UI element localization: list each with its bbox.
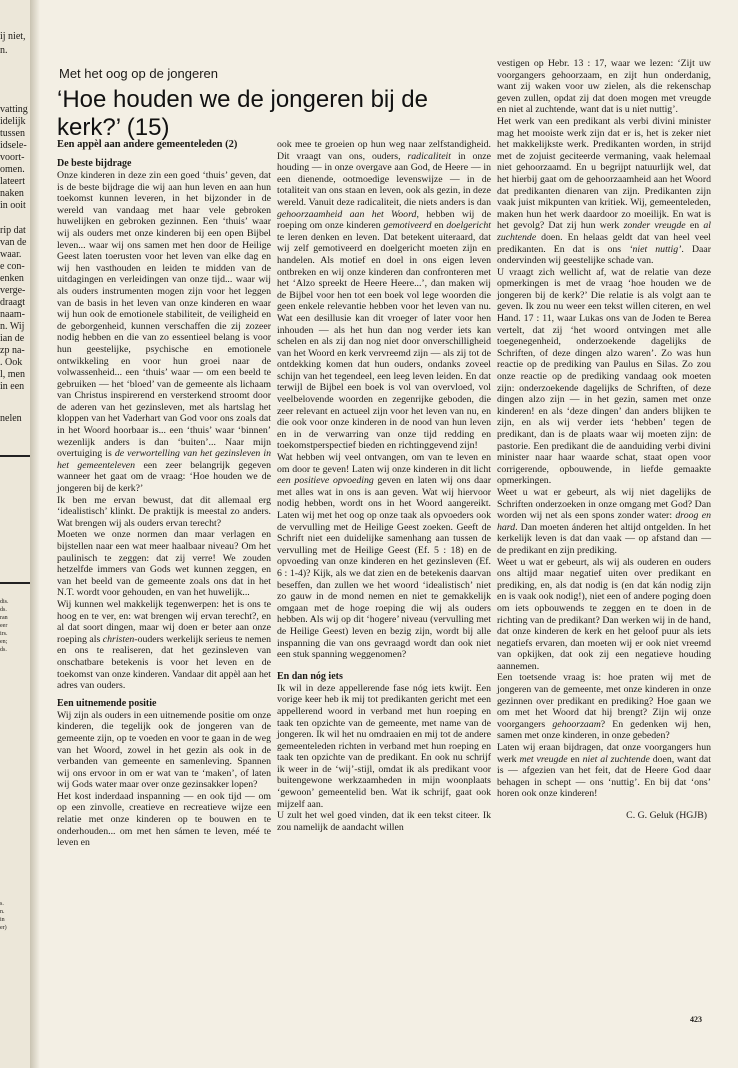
- previous-column-fragment: vatting: [0, 104, 28, 115]
- paragraph: ook mee te groeien op hun weg naar zelfstandigheid. Dit vraagt van ons, ouders, radicaliteit in onze houding — in onze overgave aan God, de Heere — in een dienende, ootmoedige levenswijze — in de totaliteit van ons staan en leven, ook als gezin, in deze wereld. Vanuit deze radicaliteit, die niets anders is dan gehoorzaamheid aan het Woord, hebben wij de roeping om onze kinderen gemotiveerd en doelgericht te leren denken en leven. Dat betekent uiteraard, dat wij zelf gemotiveerd en doelgericht moeten zijn en handelen. Als motief en doel in ons eigen leven ontbreken en wij onze kinderen dan confronteren met het ‘Alzo spreekt de Heere Heere...’, dan maken wij de Bijbel voor hen tot een boek vol lege woorden die geen enkele relevantie hebben voor het leven van nu. Wat een desillusie kan dit vroeger of later voor hen inhouden — als het hun dan nog verder iets kan schelen en als zij dan nog niet door onverschilligheid van het Woord en kerk vervreemd zijn — als zij tot de ontdekking komen dat hun ouders, ondanks zoveel schijn van het tegendeel, een leeg leven leiden. En dat terwijl de Bijbel een boek is vol van overvloed, vol veelbelovende woorden en zegenrijke geboden, die zeer relevant en actueel zijn voor het leven van nu, en die ook voor onze kinderen in de nood van hun leven en in de verwarring van onze tijd redding en toekomstperspectief bieden en richtinggevend zijn!: [277, 139, 492, 452]
- previous-column-fragment: zp na-: [0, 345, 25, 356]
- previous-column-fragment: ds.: [0, 647, 7, 653]
- paragraph: Wij kunnen wel makkelijk tegenwerpen: het is ons te hoog en te ver, en: wat brengen wij ervan terecht?, en al dat soort dingen, maar wij doen er beter aan onze roeping als christen-ouders werkelijk serieus te nemen en ons te realiseren, dat het gezinsleven van onschatbare betekenis is voor het leven en de toekomst van onze kinderen. Vandaar dit appèl aan het adres van ouders.: [57, 598, 271, 692]
- previous-column-fragment: rip dat: [0, 225, 26, 236]
- paragraph: Wat hebben wij veel ontvangen, om van te leven en om door te geven! Laten wij onze kinderen in dit licht een positieve opvoeding geven en laten wij ons daar met alles wat in ons is aan geven. Wat wij hiervoor nodig hebben, wordt ons in het Woord aangereikt. Laten wij met het oog op onze taak als opvoeders ook de vervulling met de Heilige Geest zoeken. Geeft de Schrift niet een duidelijke samenhang aan tussen de vervulling met de Heilige Geest (Ef. 5 : 18) en de opvoeding van onze kinderen en het gezinsleven (Ef. 6 : 1-4)? Kijk, als we dat zien en de betekenis daarvan beseffen, dan zullen we het woord ‘idealistisch’ niet zo gauw in de mond nemen en niet te gemakkelijk omgaan met de hoge roeping die wij als ouders hebben. Als wij op dit ‘hogere’ niveau (vervulling met de Heilige Geest) leven en bezig zijn, wordt bij alle inspanning die van ons gevraagd wordt dan ook niet een stuk spanning weggenomen?: [277, 452, 492, 661]
- previous-column-fragment: s.: [0, 901, 4, 907]
- previous-column-fragment: naam-: [0, 309, 25, 320]
- text-column-2: [277, 139, 491, 833]
- previous-column-fragment: voort-: [0, 152, 25, 163]
- paragraph: Wij zijn als ouders in een uitnemende positie om onze kinderen, die tegelijk ook de jongeren van de gemeente zijn, op te voeden en voor te gaan in de weg van het Woord, zowel in het gezin als ook in de verbanden van gemeente en samenleving. Spannen wij ons ervoor in om er wat van te ‘maken’, of laten wij Gods water maar over onze gezinsakker lopen?: [57, 709, 271, 791]
- previous-column-fragment: nelen: [0, 413, 22, 424]
- previous-column-fragment: n. Wij: [0, 321, 25, 332]
- paragraph: Moeten we onze normen dan maar verlagen en bijstellen naar een wat meer haalbaar niveau? Om het paulinisch te zeggen: dat zij verre! We zouden hetzelfde immers van Gods wet kunnen zeggen, en van het beeld van de gemeente zoals ons dat in het N.T. wordt voor gehouden, en van het huwelijk...: [57, 529, 271, 599]
- previous-column-fragment: en;: [0, 639, 8, 645]
- previous-column-fragment: er): [0, 925, 7, 931]
- page-fold-shadow: [30, 0, 40, 1068]
- previous-column-fragment: waar.: [0, 249, 22, 260]
- author-signature: C. G. Geluk (HGJB): [626, 810, 707, 821]
- section-heading: En dan nóg iets: [277, 670, 343, 682]
- article-title: ‘Hoe houden we de jongeren bij de kerk?’ (15): [57, 86, 428, 141]
- paragraph: Laten wij eraan bijdragen, dat onze voorgangers hun werk met vreugde en niet al zuchtende doen, want dat is — afgezien van het feit, dat de Heere God daar behagen in schept — ons ‘nuttig’. En bij dat ‘ons’ horen ook onze kinderen!: [497, 742, 711, 800]
- previous-column-fragment: lateert: [0, 176, 25, 187]
- paragraph: vestigen op Hebr. 13 : 17, waar we lezen: ‘Zijt uw voorgangers gehoorzaam, en zijt hun onderdanig, want zij waken voor uw zielen, als die rekenschap geven zullen, opdat zij dat doen mogen met vreugde en niet al zuchtende, want dat is u niet nuttig’.: [497, 58, 711, 116]
- previous-column-fragment: tussen: [0, 128, 25, 139]
- previous-column-fragment: n.: [0, 45, 8, 56]
- previous-column-fragment: idelijk: [0, 116, 26, 127]
- previous-column-fragment: dis.: [0, 599, 9, 605]
- previous-column-fragment: van de: [0, 237, 27, 248]
- paragraph: Ik wil in deze appellerende fase nóg iets kwijt. Een vorige keer heb ik mij tot predikanten gericht met een appellerend woord in verband met hun roeping en taak ten opzichte van de gemeente, met name van de jongeren. Ik wil het nu omdraaien en mij tot de andere gemeenteleden richten in verband met hun roeping en taak ten opzichte van de predikant. En ook nu schrijf ik weer in de ‘wij’-stijl, omdat ik als predikant voor buitengewone werkzaamheden in mijn woonplaats ‘gewoon’ gemeentelid ben. Wat ik schrijf, gaat ook mijzelf aan.: [277, 682, 491, 810]
- previous-column-fragment: in een: [0, 381, 25, 392]
- paragraph: Ik ben me ervan bewust, dat dit allemaal erg ‘idealistisch’ klinkt. De praktijk is meestal zo anders. Wat brengen wij als ouders ervan terecht?: [57, 494, 271, 529]
- previous-column-fragment: l, men: [0, 369, 25, 380]
- previous-column-fragment: eer: [0, 623, 8, 629]
- previous-column-fragment: idsele-: [0, 140, 27, 151]
- previous-column-fragment: . Ook: [0, 357, 23, 368]
- previous-column-fragment: ian de: [0, 333, 25, 344]
- article-subtitle: Een appèl aan andere gemeenteleden (2): [57, 139, 238, 150]
- paragraph: Het kost inderdaad inspanning — en ook tijd — om op een zinvolle, creatieve en recreatieve wijze een relatie met onze kinderen op te bouwen en te onderhouden... om met hen sámen te leven, méé te leven en: [57, 790, 271, 849]
- section-heading: Een uitnemende positie: [57, 697, 157, 709]
- paragraph: Weet u wat er gebeurt, als wij niet dagelijks de Schriften onderzoeken in onze omgang met God? Dan worden wij net als een spons zonder water: droog en hard. Dan moeten ánderen het altijd ontgelden. In het kerkelijk leven is dat dan vaak — op afstand dan — de predikant en zijn prediking.: [497, 486, 711, 556]
- page-number: 423: [690, 1015, 702, 1024]
- paragraph: U vraagt zich wellicht af, wat de relatie van deze opmerkingen is met de vraag ‘hoe houden we de jongeren bij de kerk?’ Die relatie is als volgt aan te geven. Ik zou nu weer een tekst willen citeren, en wel Hand. 17 : 11, waar Lukas ons van de Joden te Berea vertelt, dat zij ‘het woord ontvingen met alle toegenegenheid, onderzoekende dagelijks de Schriften, of deze dingen alzo waren’. Zo was hun reactie op de prediking van Paulus en Silas. Zo zou onze reactie op de prediking vandaag ook moeten zijn: onderzoekende dagelijks de Schriften, of deze dingen alzo zijn — in het gezin, samen met onze kinderen! en als ‘deze dingen’ dan anders blijken te zijn, en als wij verder iets ‘hebben’ tegen de predikant, dan is de plaats waar wij moeten zijn: de pastorie. Een predikant die de aanduiding verbi divini minister naar haar waarde schat, staat open voor corrigerende, opbouwende, in liefde gemaakte opmerkingen.: [497, 266, 711, 487]
- previous-column-fragment: irs.: [0, 631, 8, 637]
- previous-column-fragment: e con-: [0, 261, 25, 272]
- previous-page-column: [0, 0, 31, 1068]
- previous-column-fragment: draagt: [0, 297, 25, 308]
- previous-column-fragment: ran: [0, 615, 8, 621]
- previous-column-fragment: in: [0, 917, 5, 923]
- previous-column-fragment: in ooit: [0, 200, 26, 211]
- paragraph: Onze kinderen in deze zin een goed ‘thuis’ geven, dat is de beste bijdrage die wij aan hun leven en aan hun toekomst kunnen leveren, in het bijzonder in de wereld van vandaag met haar vele gebroken huwelijken en gebroken gezinnen. Een ‘thuis’ waar wij als ouders met onze kinderen bij een open Bijbel leven... waar wij ons samen met hen door de Heilige Geest laten toerusten voor het leven van elke dag en wij hen vasthouden en leiden te midden van de uitdagingen en verleidingen van onze tijd... waar wij als ouders instrumenten mogen zijn voor het leggen van de basis in het leven van onze kinderen en waar wij hun ook de emotionele stabiliteit, de veiligheid en de geborgenheid, kunnen verschaffen die zij zozeer nodig hebben en die van zo essentieel belang is voor hun geestelijke, psychische en emotionele ontwikkeling en voor hun groei naar de volwassenheid... een ‘thuis’ waar — om een beeld te gebruiken — het ‘bloed’ van de gemeente als lichaam van Christus inspirerend en versterkend stroomt door de aderen van het gezinsleven, met als hartslag het kloppen van het Vaderhart van God voor ons zoals dat in het Woord hoorbaar is... een ‘thuis’ waar ‘binnen’ wezenlijk anders is dan ‘buiten’... Naar mijn overtuiging is de verwortelling van het gezinsleven in het gemeenteleven een zeer belangrijk gegeven wanneer het gaat om de vraag: ‘Hoe houden we de jongeren bij de kerk?’: [57, 170, 272, 495]
- previous-column-fragment: naken: [0, 188, 24, 199]
- paragraph: Het werk van een predikant als verbi divini minister mag het mooiste werk zijn dat er is, het is zeker niet het makkelijkste werk. Predikanten worden, in strijd met de zojuist geciteerde vermaning, vaak helemaal niet gehoorzaamd. En u begrijpt natuurlijk wel, dat het hierbij gaat om de gehoorzaamheid aan het Woord dat predikanten dienaren van zijn. Predikanten zijn vaak juist mikpunten van kritiek. Wij, gemeenteleden, maken hun het werk daardoor zo moeilijk. En wat is het gevolg? Dat zij hun werk zonder vreugde en al zuchtende doen. En helaas geldt dat van heel veel predikanten. En dat is ons ‘niet nuttig’. Daar ondervinden wij geestelijke schade van.: [497, 115, 711, 267]
- paragraph: U zult het wel goed vinden, dat ik een tekst citeer. Ik zou namelijk de aandacht willen: [277, 810, 491, 833]
- text-column-3: [497, 58, 711, 822]
- section-heading: De beste bijdrage: [57, 158, 132, 169]
- column-rule: [0, 455, 30, 457]
- previous-column-fragment: ds.: [0, 607, 7, 613]
- paragraph: Een toetsende vraag is: hoe praten wij met de jongeren van de gemeente, met onze kinderen in onze gezinnen over predikant en prediking? Hoe gaan we om met het Woord dat hij brengt? Zijn wij onze voorgangers gehoorzaam? En gedenken wij hen, samen met onze kinderen, in onze gebeden?: [497, 672, 711, 742]
- text-column-1: [57, 158, 271, 849]
- series-kicker: Met het oog op de jongeren: [59, 66, 219, 81]
- previous-column-fragment: n.: [0, 909, 5, 915]
- previous-column-fragment: ij niet,: [0, 31, 26, 42]
- column-rule: [0, 582, 30, 584]
- paragraph: Weet u wat er gebeurt, als wij als ouderen en ouders ons altijd maar negatief uiten over predikant en prediking, en, als dat nodig is (en dat kán nodig zijn en is vaak ook nodig!), niet een of andere poging doen om iets opbouwends te zeggen en te doen in de richting van de predikant? Dan werken wij in de hand, dat onze kinderen de kerk en het geloof puur als iets negatiefs ervaren, dan moeten wij er ook niet vreemd van opkijken, dat ook zij een negatieve houding aannemen.: [497, 556, 711, 672]
- previous-column-fragment: verge-: [0, 285, 26, 296]
- previous-column-fragment: enken: [0, 273, 24, 284]
- previous-column-fragment: omen.: [0, 164, 25, 175]
